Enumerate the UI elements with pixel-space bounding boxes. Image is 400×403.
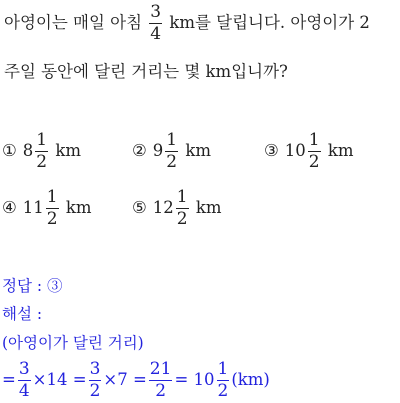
option-numerator: 1	[36, 130, 48, 150]
option-1	[2, 132, 81, 171]
explanation-label: 해설 :	[2, 305, 43, 323]
eq-denominator: 2	[217, 381, 229, 401]
option-denominator: 2	[46, 209, 58, 229]
eq-numerator: 21	[149, 359, 172, 379]
eq-term-2: ×7 =	[103, 370, 147, 389]
solution-equation	[2, 361, 270, 400]
option-denominator: 2	[308, 152, 320, 172]
option-unit: km	[185, 141, 212, 160]
answer-label: 정답 : ③	[2, 277, 63, 295]
option-fraction	[308, 132, 321, 171]
option-numerator: 1	[46, 187, 58, 207]
option-unit: km	[65, 198, 92, 217]
eq-denominator: 4	[18, 381, 30, 401]
option-numerator: 1	[176, 187, 188, 207]
option-3	[264, 132, 354, 171]
eq-unit: (km)	[231, 370, 270, 389]
eq-fraction-4	[217, 361, 230, 400]
option-marker: ④	[2, 198, 17, 217]
eq-numerator: 1	[217, 359, 229, 379]
question-line-2: 주일 동안에 달린 거리는 몇 km입니까?	[4, 62, 288, 81]
explanation-line: (아영이가 달린 거리)	[2, 334, 144, 352]
option-numerator: 1	[308, 130, 320, 150]
eq-numerator: 3	[89, 359, 101, 379]
option-marker: ②	[132, 141, 147, 160]
option-4	[2, 189, 92, 228]
option-fraction	[35, 132, 48, 171]
question-text-b: km를 달립니다. 아영이가 2	[169, 13, 370, 32]
option-2	[132, 132, 211, 171]
option-whole: 10	[284, 141, 306, 160]
question-fraction	[149, 4, 162, 43]
question-line-1	[4, 4, 370, 43]
option-marker: ①	[2, 141, 17, 160]
option-fraction	[165, 132, 178, 171]
option-numerator: 1	[166, 130, 178, 150]
option-denominator: 2	[166, 152, 178, 172]
option-whole: 8	[22, 141, 34, 160]
eq-numerator: 3	[18, 359, 30, 379]
eq-fraction-1	[18, 361, 31, 400]
fraction-denominator: 4	[150, 24, 162, 44]
option-whole: 12	[152, 198, 174, 217]
option-unit: km	[195, 198, 222, 217]
eq-denominator: 2	[155, 381, 167, 401]
option-fraction	[176, 189, 189, 228]
option-5	[132, 189, 222, 228]
option-whole: 9	[152, 141, 164, 160]
option-fraction	[46, 189, 59, 228]
question-text-a: 아영이는 매일 아침	[4, 13, 143, 32]
fraction-numerator: 3	[150, 2, 162, 22]
eq-fraction-3	[149, 361, 173, 400]
eq-term-1: ×14 =	[32, 370, 87, 389]
option-unit: km	[327, 141, 354, 160]
eq-denominator: 2	[89, 381, 101, 401]
option-denominator: 2	[36, 152, 48, 172]
option-denominator: 2	[176, 209, 188, 229]
eq-term-3: = 10	[174, 370, 215, 389]
option-marker: ③	[264, 141, 279, 160]
option-whole: 11	[22, 198, 44, 217]
option-marker: ⑤	[132, 198, 147, 217]
option-unit: km	[55, 141, 82, 160]
eq-equals: =	[2, 370, 16, 389]
eq-fraction-2	[89, 361, 102, 400]
